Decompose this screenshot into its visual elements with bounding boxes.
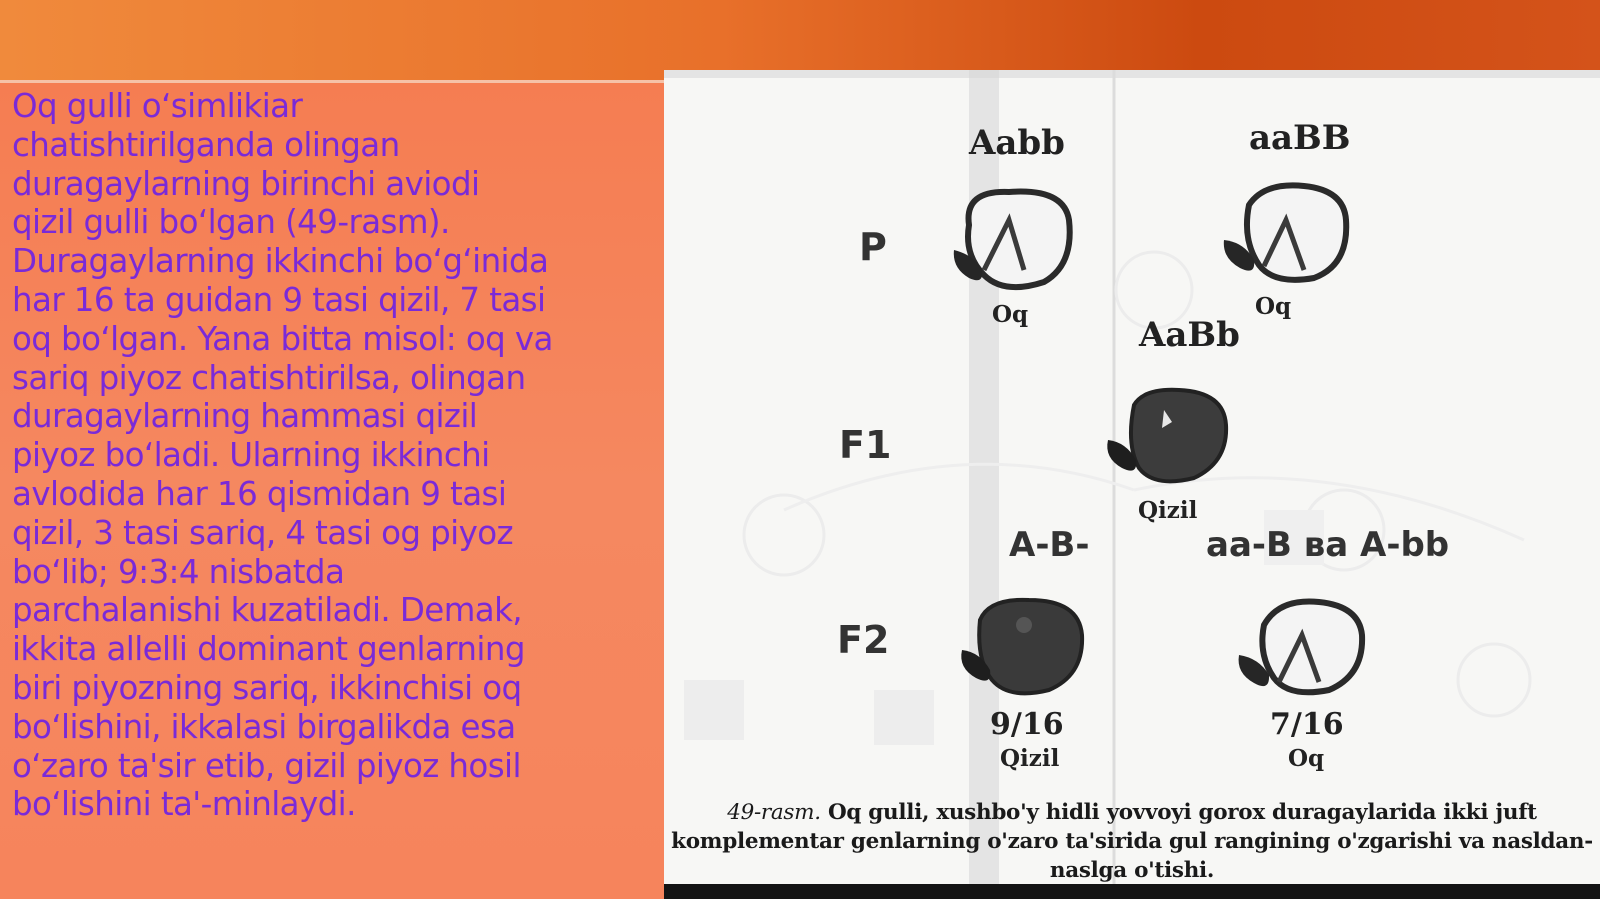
genotype-p-left: Aabb [969, 123, 1065, 163]
crossing-diagram [664, 70, 1600, 884]
ratio-f2-right: 7/16 [1270, 707, 1344, 742]
color-f2-left: Qizil [1000, 745, 1060, 772]
color-p-right: Oq [1255, 293, 1292, 320]
ratio-f2-left: 9/16 [990, 707, 1064, 742]
generation-label-f2: F2 [837, 618, 890, 662]
flower-red-icon [1107, 390, 1226, 482]
flower-white-icon [1224, 185, 1346, 279]
text-panel-bottom [0, 884, 664, 899]
generation-label-f1: F1 [839, 423, 892, 467]
color-p-left: Oq [992, 301, 1029, 328]
flower-white-icon [1239, 601, 1363, 692]
flower-white-icon [954, 192, 1070, 288]
text-panel [0, 80, 664, 899]
genotype-f1: AaBb [1139, 315, 1240, 355]
figure-panel [664, 70, 1600, 884]
caption-text: Oq gulli, xushbo'y hidli yovvoyi gorox duragaylarida ikki juft komplementar genlarning o'zaro ta'sirida gul rangining o'zgarishi va nasldan-naslga o'tishi. [671, 800, 1593, 883]
top-banner [0, 0, 1600, 80]
caption-ref: 49-rasm. [727, 800, 821, 825]
generation-label-p: P [859, 225, 887, 269]
genotype-p-right: aaBB [1249, 118, 1351, 158]
body-text: Oq gulli oʻsimlikiar chatishtirilganda olingan duragaylarning birinchi aviodi qizil gulli boʻlgan (49-rasm). Duragaylarning ikkinchi boʻgʻinida har 16 ta guidan 9 tasi qizil, 7 tasi oq boʻlgan. Yana bitta misol: oq va sariq piyoz chatishtirilsa, olingan duragaylarning hammasi qizil piyoz boʻladi. Ularning ikkinchi avlodida har 16 qismidan 9 tasi qizil, 3 tasi sariq, 4 tasi og piyoz boʻlib; 9:3:4 nisbatda parchalanishi kuzatiladi. Demak, ikkita allelli dominant genlarning biri piyozning sariq, ikkinchisi oq boʻlishini, ikkalasi birgalikda esa oʻzaro ta'sir etib, gizil piyoz hosil boʻlishini ta'-minlaydi. [12, 87, 553, 824]
bottom-bar [664, 884, 1600, 899]
genotype-f2-right: aa-B ва A-bb [1206, 525, 1450, 565]
genotype-f2-left: A-B- [1009, 525, 1090, 565]
color-f1: Qizil [1138, 497, 1198, 524]
color-f2-right: Oq [1288, 745, 1325, 772]
figure-caption [664, 798, 1600, 884]
